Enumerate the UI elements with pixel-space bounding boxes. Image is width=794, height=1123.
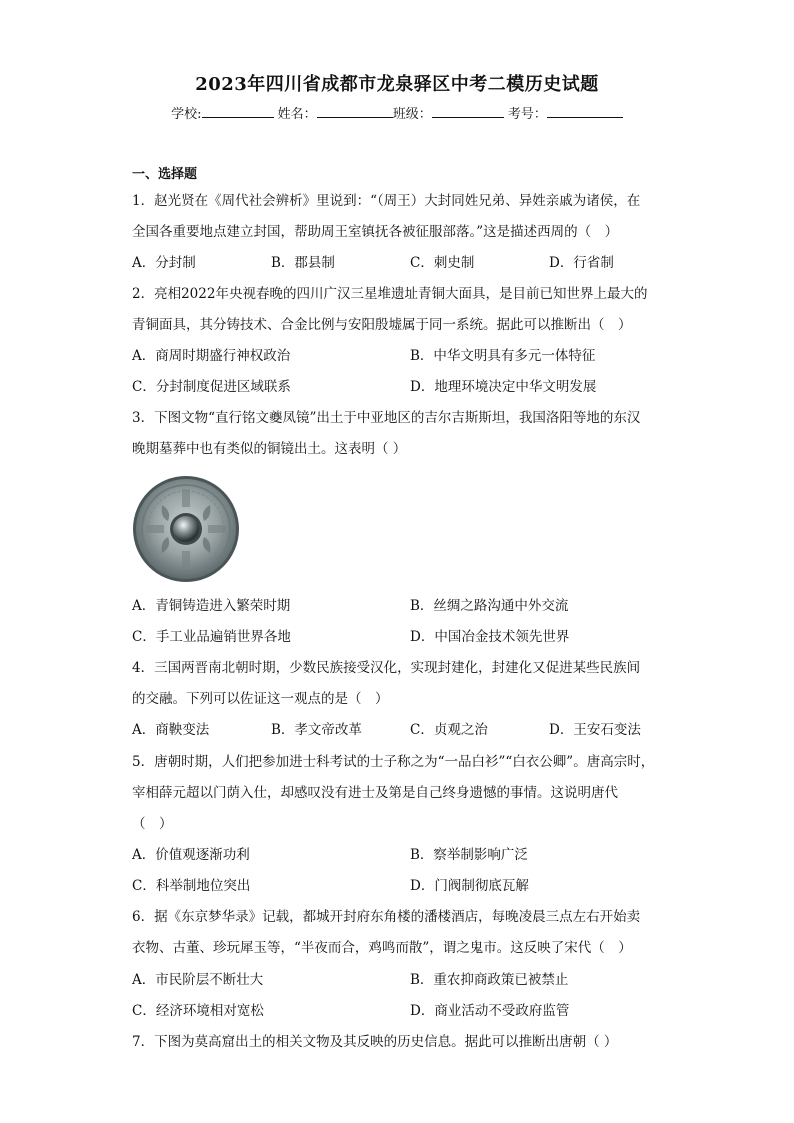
question-6-option-b: B．重农抑商政策已被禁止 [410,972,569,988]
question-4-option-a: A．商鞅变法 [132,722,210,738]
question-5-option-b: B．察举制影响广泛 [410,847,528,863]
student-info-row [0,103,794,122]
question-2-line-2: 青铜面具，其分铸技术、合金比例与安阳殷墟属于同一系统。据此可以推断出（ ） [132,317,632,333]
question-5-line-3: （ ） [132,816,173,832]
class-blank[interactable] [432,105,504,118]
question-2-option-c: C．分封制度促进区域联系 [132,379,291,395]
question-3-line-2: 晚期墓葬中也有类似的铜镜出土。这表明（ ） [132,441,407,457]
question-5-option-d: D．门阀制彻底瓦解 [410,878,529,894]
question-4-option-c: C．贞观之治 [410,722,488,738]
question-2-line-1: 2．亮相2022年央视春晚的四川广汉三星堆遗址青铜大面具，是目前已知世界上最大的 [132,286,648,302]
question-3-line-1: 3．下图文物“直行铭文夔凤镜”出土于中亚地区的吉尔吉斯斯坦，我国洛阳等地的东汉 [132,410,641,426]
question-4-option-d: D．王安石变法 [549,722,641,738]
question-6-line-1: 6．据《东京梦华录》记载，都城开封府东角楼的潘楼酒店，每晚凌晨三点左右开始卖 [132,909,641,925]
name-label: 姓名： [277,107,317,122]
question-3-option-a: A．青铜铸造进入繁荣时期 [132,598,291,614]
exam-no-blank[interactable] [547,105,623,118]
class-label: 班级： [392,107,432,122]
question-2-option-d: D．地理环境决定中华文明发展 [410,379,597,395]
school-label: 学校: [171,107,202,122]
question-1-option-b: B．郡县制 [271,255,335,271]
question-1-line-1: 1．赵光贤在《周代社会辨析》里说到：“（周王）大封同姓兄弟、异姓亲戚为诸侯，在 [132,193,641,209]
question-6-line-2: 衣物、古董、珍玩犀玉等，“半夜而合，鸡鸣而散”，谓之鬼市。这反映了宋代（ ） [132,940,632,956]
exam-no-label: 考号： [507,107,547,122]
question-4-line-2: 的交融。下列可以佐证这一观点的是（ ） [132,691,389,707]
question-6-option-d: D．商业活动不受政府监管 [410,1003,570,1019]
question-5-option-a: A．价值观逐渐功利 [132,847,250,863]
question-3-option-c: C．手工业品遍销世界各地 [132,629,291,645]
question-3-option-b: B．丝绸之路沟通中外交流 [410,598,569,614]
question-2-option-a: A．商周时期盛行神权政治 [132,348,291,364]
question-4-line-1: 4．三国两晋南北朝时期，少数民族接受汉化，实现封建化，封建化又促进某些民族间 [132,660,641,676]
question-6-option-c: C．经济环境相对宽松 [132,1003,264,1019]
question-5-line-2: 宰相薛元超以门荫入仕，却感叹没有进士及第是自己终身遗憾的事情。这说明唐代 [132,785,618,801]
name-blank[interactable] [317,105,393,118]
question-6-option-a: A．市民阶层不断壮大 [132,972,264,988]
question-1-line-2: 全国各重要地点建立封国，帮助周王室镇抚各被征服部落。”这是描述西周的（ ） [132,224,619,240]
question-5-option-c: C．科举制地位突出 [132,878,251,894]
section-heading: 一、选择题 [132,167,198,182]
question-4-option-b: B．孝文帝改革 [271,722,362,738]
question-1-option-c: C．刺史制 [410,255,475,271]
bronze-mirror-image [132,475,240,583]
question-5-line-1: 5．唐朝时期，人们把参加进士科考试的士子称之为“一品白衫”“白衣公卿”。唐高宗时， [132,754,655,770]
question-1-option-d: D．行省制 [549,255,614,271]
page-title: 2023年四川省成都市龙泉驿区中考二模历史试题 [195,74,599,95]
school-blank[interactable] [202,105,274,118]
question-2-option-b: B．中华文明具有多元一体特征 [410,348,596,364]
question-3-option-d: D．中国冶金技术领先世界 [410,629,570,645]
question-7-line-1: 7．下图为莫高窟出土的相关文物及其反映的历史信息。据此可以推断出唐朝（ ） [132,1034,618,1050]
question-1-option-a: A．分封制 [132,255,196,271]
